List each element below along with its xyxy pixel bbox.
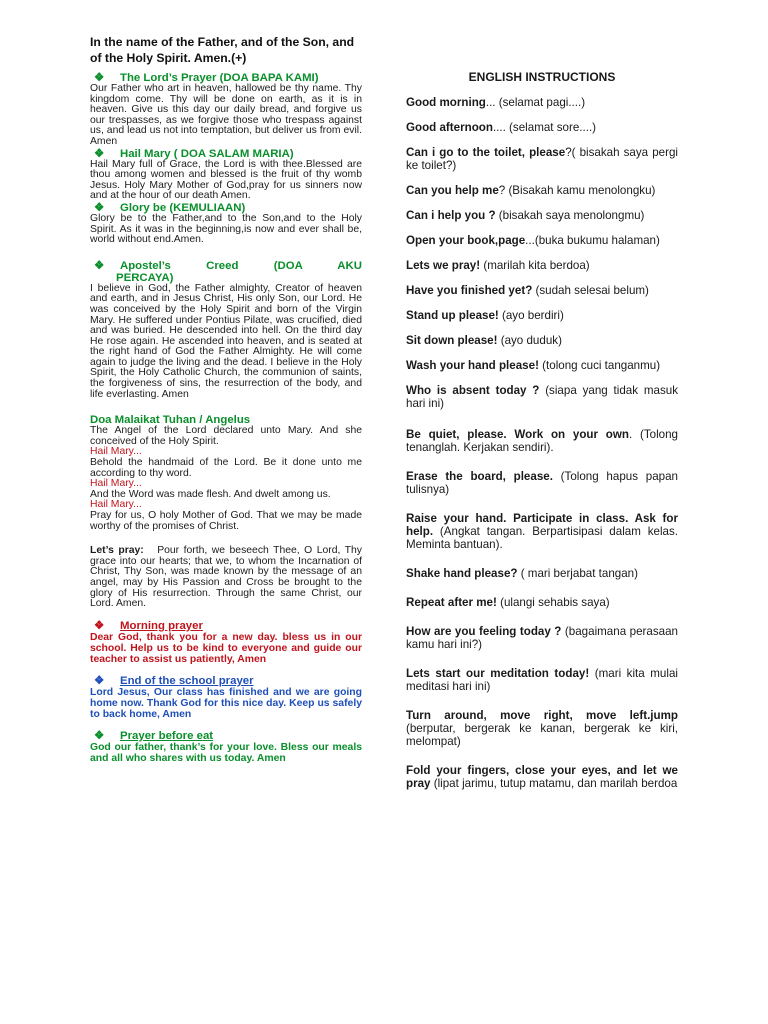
angelus-response-3: Hail Mary... <box>90 499 142 511</box>
instruction-item: Can you help me? (Bisakah kamu menolongku) <box>406 184 656 197</box>
instruction-item: Can i go to the toilet, please?( bisakah saya pergi ke toilet?) <box>406 146 678 172</box>
instruction-list <box>406 96 678 790</box>
instruction-item: Wash your hand please! (tolong cuci tanganmu) <box>406 359 661 372</box>
angelus-response-1: Hail Mary... <box>90 446 142 458</box>
instruction-item: Good morning... (selamat pagi....) <box>406 96 586 109</box>
english-instructions-title: ENGLISH INSTRUCTIONS <box>468 70 616 84</box>
angelus-response-2: Hail Mary... <box>90 478 142 490</box>
diamond-bullet-icon: ❖ <box>94 674 105 687</box>
angelus-verse-1: The Angel of the Lord declared unto Mary. And she conceived of the Holy Spirit. <box>90 425 362 447</box>
prayer-before-eat-text: God our father, thank’s for your love. Bless our meals and all who shares with us today. Amen <box>90 741 362 764</box>
instruction-item: Fold your fingers, close your eyes, and let we pray (lipat jarimu, tutup matamu, dan marilah berdoa <box>406 764 678 790</box>
instruction-item: Lets start our meditation today! (mari kita mulai meditasi hari ini) <box>406 667 678 693</box>
instruction-item: Be quiet, please. Work on your own. (Tolong tenanglah. Kerjakan sendiri). <box>406 428 679 454</box>
end-of-school-prayer-heading: ❖ End of the school prayer <box>90 675 362 687</box>
creed-heading-cont: PERCAYA) <box>116 271 174 284</box>
prayers-column <box>90 34 362 764</box>
instruction-item: Lets we pray! (marilah kita berdoa) <box>406 259 590 272</box>
morning-prayer-text: Dear God, thank you for a new day. bless us in our school. Help us to be kind to everyone and guide our teacher to assist us patiently, Amen <box>90 631 362 665</box>
diamond-bullet-icon: ❖ <box>94 259 105 272</box>
instruction-item: Sit down please! (ayo duduk) <box>406 334 562 347</box>
diamond-bullet-icon: ❖ <box>94 72 105 84</box>
lords-prayer-heading: ❖ The Lord’s Prayer (DOA BAPA KAMI) <box>90 72 362 84</box>
hail-mary-heading: ❖ Hail Mary ( DOA SALAM MARIA) <box>90 148 362 160</box>
diamond-bullet-icon: ❖ <box>94 729 105 742</box>
opening-sign-of-cross: In the name of the Father, and of the Son, and of the Holy Spirit. Amen.(+) <box>90 35 355 65</box>
instruction-item: Who is absent today ? (siapa yang tidak masuk hari ini) <box>406 384 678 410</box>
lets-pray-paragraph: Let’s pray: Pour forth, we beseech Thee, O Lord, Thy grace into our hearts; that we, to whom the Incarnation of Christ, Thy Son, was made known by the message of an angel, may by His Passion and Cross be brought to the glory of His resurrection. Through the same Christ, our Lord. Amen. <box>90 545 362 610</box>
glory-be-text: Glory be to the Father,and to the Son,and to the Holy Spirit. As it was in the beginning,is now and ever shall be, world without end.Amen. <box>90 212 362 246</box>
instruction-item: Shake hand please? ( mari berjabat tangan) <box>406 567 638 580</box>
morning-prayer-heading: ❖ Morning prayer <box>90 620 362 632</box>
diamond-bullet-icon: ❖ <box>94 619 105 632</box>
instruction-item: Have you finished yet? (sudah selesai belum) <box>406 284 649 297</box>
angelus-verse-3: And the Word was made flesh. And dwelt among us. <box>90 488 331 500</box>
angelus-verse-2: Behold the handmaid of the Lord. Be it done unto me according to thy word. <box>90 457 362 479</box>
instruction-item: Erase the board, please. (Tolong hapus papan tulisnya) <box>406 470 678 496</box>
instruction-item: Stand up please! (ayo berdiri) <box>406 309 564 322</box>
diamond-bullet-icon: ❖ <box>94 147 105 160</box>
instruction-item: How are you feeling today ? (bagaimana perasaan kamu hari ini?) <box>406 625 678 651</box>
angelus-verse-4: Pray for us, O holy Mother of God. That we may be made worthy of the promises of Christ. <box>90 510 362 532</box>
instruction-item: Turn around, move right, move left.jump (berputar, bergerak ke kanan, bergerak ke kiri, melompat) <box>406 709 678 748</box>
glory-be-heading: ❖ Glory be (KEMULIAAN) <box>90 202 362 214</box>
instruction-item: Open your book,page...(buka bukumu halaman) <box>406 234 660 247</box>
angelus-heading: Doa Malaikat Tuhan / Angelus <box>90 414 251 427</box>
diamond-bullet-icon: ❖ <box>94 201 105 214</box>
creed-text: I believe in God, the Father almighty, Creator of heaven and earth, and in Jesus Christ, His only Son, our Lord. He was conceived by the Holy Spirit and born of the Virgin Mary. He suffered under Pontius Pilate, was crucified, died and was buried. He descended into hell. On the third day He rose again. He ascended into heaven, and is seated at the right hand of God the Father Almighty. He will come again to judge the living and the dead. I believe in the Holy Spirit, the Holy Catholic Church, the communion of saints, the forgiveness of sins, the resurrection of the body, and life everlasting. Amen <box>90 282 362 400</box>
instruction-item: Good afternoon.... (selamat sore....) <box>406 121 597 134</box>
instruction-item: Raise your hand. Participate in class. Ask for help. (Angkat tangan. Berpartisipasi dalam kelas. Meminta bantuan). <box>406 512 678 551</box>
creed-heading: ❖ Apostel’s Creed (DOA AKU <box>90 260 362 272</box>
prayer-before-eat-heading: ❖ Prayer before eat <box>90 730 362 742</box>
instructions-column <box>406 70 678 802</box>
instruction-item: Can i help you ? (bisakah saya menolongmu) <box>406 209 645 222</box>
instruction-item: Repeat after me! (ulangi sehabis saya) <box>406 596 610 609</box>
end-of-school-prayer-text: Lord Jesus, Our class has finished and we are going home now. Thank God for this nice day. Keep us safely to back home, Amen <box>90 686 362 720</box>
lets-pray-label: Let’s pray: <box>90 545 144 557</box>
lords-prayer-text: Our Father who art in heaven, hallowed be thy name. Thy kingdom come. Thy will be done on earth, as it is in heaven. Give us this day our daily bread, and forgive us our trespasses, as we forgive those who trespass against us, and lead us not into temptation, but deliver us from evil. Amen <box>90 83 362 147</box>
hail-mary-text: Hail Mary full of Grace, the Lord is with thee.Blessed are thou among women and blessed is the fruit of thy womb Jesus. Holy Mary Mother of God,pray for us sinners now and at the hour of our death Amen. <box>90 158 362 202</box>
